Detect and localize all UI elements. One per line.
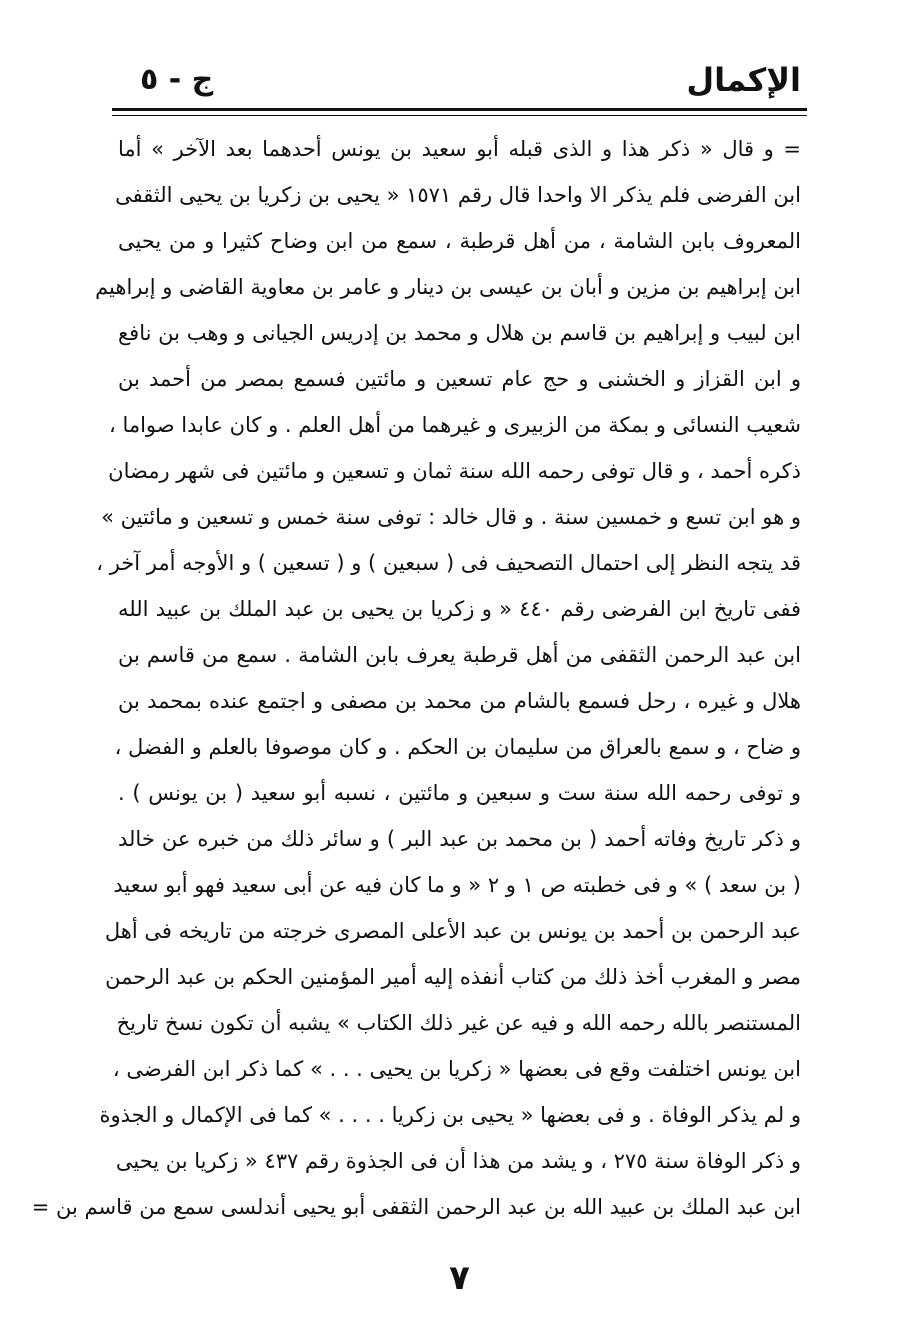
text-line-17: ( بن سعد ) » و فى خطبته ص ١ و ٢ « و ما كان فيه عن أبى سعيد فهو أبو سعيد — [113, 873, 801, 897]
text-line-11: ففى تاريخ ابن الفرضى رقم ٤٤٠ « و زكريا بن يحيى بن عبد الملك بن عبيد الله — [118, 597, 801, 621]
text-line-23: و ذكر الوفاة سنة ٢٧٥ ، و يشد من هذا أن فى الجذوة رقم ٤٣٧ « زكريا بن يحيى — [115, 1149, 801, 1173]
text-line-6: و ابن القزاز و الخشنى و حج عام تسعين و مائتين فسمع بمصر من أحمد بن — [118, 367, 801, 391]
text-line-10: قد يتجه النظر إلى احتمال التصحيف فى ( سبعين ) و ( تسعين ) و الأوجه أمر آخر ، — [96, 551, 801, 575]
text-line-22: و لم يذكر الوفاة . و فى بعضها « يحيى بن زكريا . . . . » كما فى الإكمال و الجذوة — [99, 1103, 801, 1127]
text-line-13: هلال و غيره ، رحل فسمع بالشام من محمد بن مصفى و اجتمع عنده بمحمد بن — [118, 689, 801, 713]
page-header — [118, 58, 801, 102]
text-line-20: المستنصر بالله رحمه الله و فيه عن غير ذلك الكتاب » يشبه أن تكون نسخ تاريخ — [116, 1011, 801, 1035]
page-number: ٧ — [449, 1258, 470, 1298]
header-rule-thick — [112, 108, 807, 111]
text-line-5: ابن لبيب و إبراهيم بن قاسم بن هلال و محمد بن إدريس الجيانى و وهب بن نافع — [118, 321, 801, 345]
text-line-21: ابن يونس اختلفت وقع فى بعضها « زكريا بن يحيى . . . » كما ذكر ابن الفرضى ، — [112, 1057, 801, 1081]
text-line-4: ابن إبراهيم بن مزين و أبان بن عيسى بن دينار و عامر بن معاوية القاضى و إبراهيم — [95, 275, 801, 299]
text-line-14: و ضاح ، و سمع بالعراق من سليمان بن الحكم . و كان موصوفا بالعلم و الفضل ، — [114, 735, 801, 759]
text-line-24: ابن عبد الملك بن عبيد الله بن عبد الرحمن الثقفى أبو يحيى أندلسى سمع من قاسم بن = — [31, 1195, 801, 1219]
volume-indicator: ج - ٥ — [140, 62, 214, 97]
text-line-16: و ذكر تاريخ وفاته أحمد ( بن محمد بن عبد البر ) و سائر ذلك من خبره عن خالد — [118, 827, 801, 851]
text-line-1: = و قال « ذكر هذا و الذى قبله أبو سعيد بن يونس أحدهما بعد الآخر » أما — [118, 137, 801, 161]
text-line-18: عبد الرحمن بن أحمد بن يونس بن عبد الأعلى المصرى خرجته من تاريخه فى أهل — [104, 919, 801, 943]
header-rule-thin — [112, 115, 807, 116]
text-line-8: ذكره أحمد ، و قال توفى رحمه الله سنة ثمان و تسعين و مائتين فى شهر رمضان — [108, 459, 801, 483]
text-line-7: شعيب النسائى و بمكة من الزبيرى و غيرهما من أهل العلم . و كان عابدا صواما ، — [109, 413, 801, 437]
text-line-9: و هو ابن تسع و خمسين سنة . و قال خالد : توفى سنة خمس و تسعين و مائتين » — [101, 505, 801, 529]
text-line-3: المعروف بابن الشامة ، من أهل قرطبة ، سمع من ابن وضاح كثيرا و من يحيى — [118, 229, 801, 253]
text-line-19: مصر و المغرب أخذ ذلك من كتاب أنفذه إليه أمير المؤمنين الحكم بن عبد الرحمن — [105, 965, 801, 989]
text-line-15: و توفى رحمه الله سنة ست و سبعين و مائتين ، نسبه أبو سعيد ( بن يونس ) . — [118, 781, 801, 805]
text-line-12: ابن عبد الرحمن الثقفى من أهل قرطبة يعرف بابن الشامة . سمع من قاسم بن — [118, 643, 801, 667]
running-title: الإكمال — [686, 61, 801, 99]
body-text — [31, 126, 801, 1230]
text-line-2: ابن الفرضى فلم يذكر الا واحدا قال رقم ١٥٧١ « يحيى بن زكريا بن يحيى الثقفى — [115, 183, 801, 207]
